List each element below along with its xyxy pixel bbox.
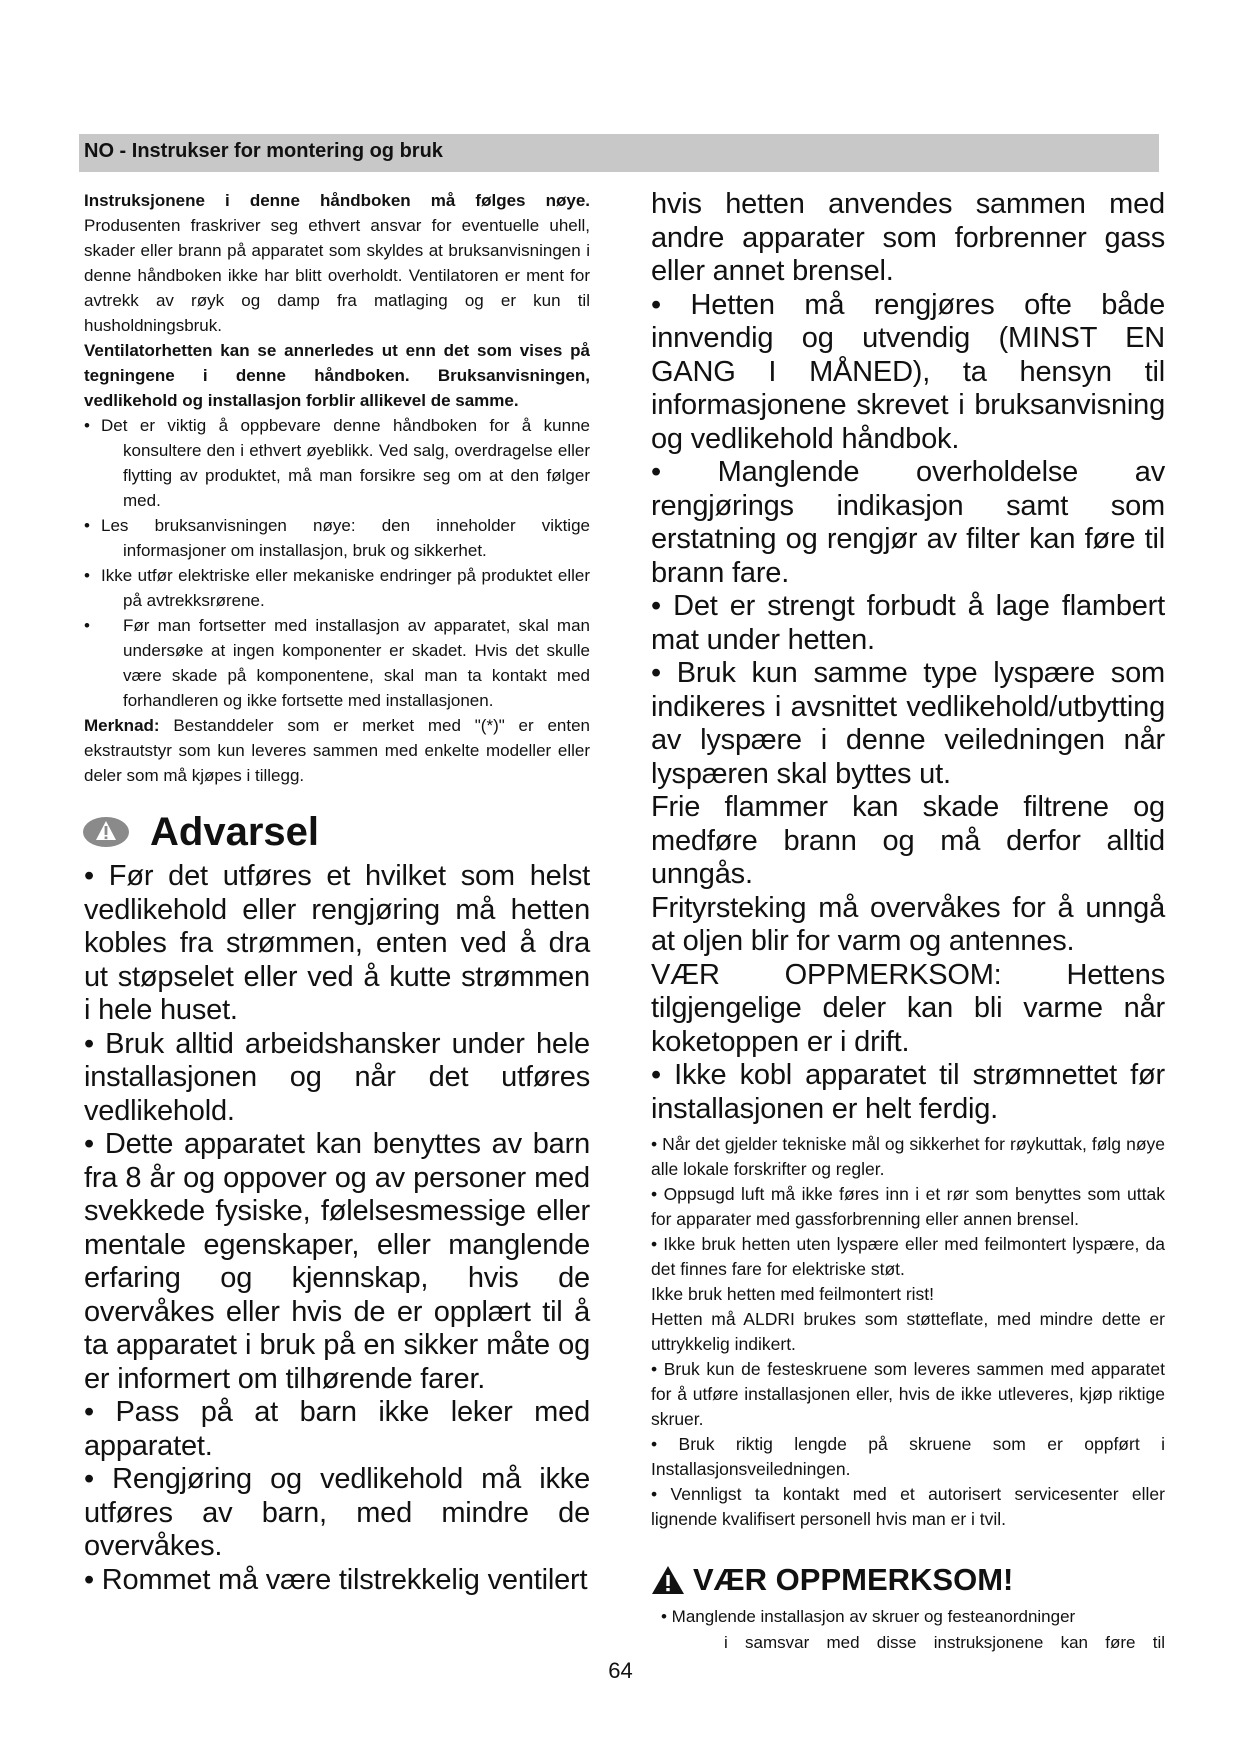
right-column bbox=[651, 188, 1165, 1656]
attention-title: VÆR OPPMERKSOM! bbox=[693, 1562, 1014, 1597]
warning-paragraph: • Dette apparatet kan benyttes av barn fra 8 år og oppover og av personer med svekkede fysiske, følelsesmessige eller mentale egenskaper, eller manglende erfaring og kjennskap, hvis de overvåkes eller hvis de er opplært til å ta apparatet i bruk på en sikker måte og er informert om tilhørende farer. bbox=[84, 1128, 590, 1395]
left-column bbox=[84, 188, 590, 1597]
instruction-list bbox=[84, 413, 590, 713]
bullet-icon: • bbox=[84, 516, 90, 535]
warning-paragraph: • Ikke kobl apparatet til strømnettet før installasjonen er helt ferdig. bbox=[651, 1059, 1165, 1125]
attention-list bbox=[651, 1604, 1165, 1656]
note-label: Merknad: bbox=[84, 716, 160, 735]
safety-paragraph: • Bruk kun de festeskruene som leveres sammen med apparatet for å utføre installasjonen eller, hvis de ikke utleveres, kjøp riktige skruer. bbox=[651, 1359, 1165, 1429]
safety-paragraph: Ikke bruk hetten med feilmontert rist! bbox=[651, 1284, 935, 1304]
list-item: • Før man fortsetter med installasjon av apparatet, skal man undersøke at ingen komponenter er skadet. Hvis det skulle være skade på komponentene, skal man ta kontakt med forhandleren og ikke fortsette med installasjonen. bbox=[84, 613, 590, 713]
safety-paragraph: • Ikke bruk hetten uten lyspære eller med feilmontert lyspære, da det finnes fare for elektriske støt. bbox=[651, 1234, 1165, 1279]
warning-paragraph: • Bruk alltid arbeidshansker under hele installasjonen og når det utføres vedlikehold. bbox=[84, 1027, 590, 1127]
warning-paragraph: VÆR OPPMERKSOM: Hettens tilgjengelige deler kan bli varme når koketoppen er i drift. bbox=[651, 958, 1165, 1058]
warning-icon bbox=[82, 816, 130, 848]
warning-paragraph: • Hetten må rengjøres ofte både innvendig og utvendig (MINST EN GANG I MÅNED), ta hensyn til informasjonene skrevet i bruksanvisning og vedlikehold håndbok. bbox=[651, 288, 1165, 455]
list-item: • Det er viktig å oppbevare denne håndboken for å kunne konsultere den i ethvert øyeblikk. Ved salg, overdragelse eller flytting av produktet, må man forsikre seg om at den følger med. bbox=[84, 413, 590, 513]
note bbox=[84, 713, 590, 788]
section-header bbox=[79, 134, 1159, 172]
bullet-icon: • bbox=[84, 566, 90, 585]
warning-heading bbox=[84, 806, 590, 858]
warning-paragraph: • Før det utføres et hvilket som helst vedlikehold eller rengjøring må hetten kobles fra strømmen, enten ved å dra ut støpselet eller ved å kutte strømmen i hele huset. bbox=[84, 860, 590, 1026]
warning-paragraph: • Pass på at barn ikke leker med apparatet. bbox=[84, 1396, 590, 1462]
warning-paragraph: • Rengjøring og vedlikehold må ikke utføres av barn, med mindre de overvåkes. bbox=[84, 1463, 590, 1562]
warning-paragraph: • Rommet må være tilstrekkelig ventilert bbox=[84, 1563, 588, 1596]
safety-paragraph: • Når det gjelder tekniske mål og sikkerhet for røykuttak, følg nøye alle lokale forskrifter og regler. bbox=[651, 1134, 1165, 1179]
page-number: 64 bbox=[608, 1658, 633, 1683]
warning-paragraph: • Bruk kun samme type lyspære som indikeres i avsnittet vedlikehold/utbytting av lyspære i denne veiledningen når lyspæren skal byttes ut. bbox=[651, 657, 1165, 790]
attention-line: i samsvar med disse instruksjonene kan føre til bbox=[724, 1633, 1165, 1652]
bullet-icon: • bbox=[84, 416, 90, 435]
attention-line: • Manglende installasjon av skruer og festeanordninger bbox=[661, 1607, 1076, 1626]
warning-title: Advarsel bbox=[150, 809, 319, 854]
warning-paragraph: • Manglende overholdelse av rengjørings indikasjon samt som erstatning og rengjør av filter kan føre til brann fare. bbox=[651, 456, 1165, 589]
list-item: • Ikke utfør elektriske eller mekaniske endringer på produktet eller på avtrekksrørene. bbox=[84, 563, 590, 613]
list-item: • Les bruksanvisningen nøye: den inneholder viktige informasjoner om installasjon, bruk og sikkerhet. bbox=[84, 513, 590, 563]
warning-paragraph: Frityrsteking må overvåkes for å unngå at oljen blir for varm og antennes. bbox=[651, 891, 1165, 957]
warning-triangle-icon bbox=[651, 1565, 685, 1595]
safety-paragraph: • Bruk riktig lengde på skruene som er oppført i Installasjonsveiledningen. bbox=[651, 1434, 1165, 1479]
safety-paragraph: Hetten må ALDRI brukes som støtteflate, med mindre dette er uttrykkelig indikert. bbox=[651, 1309, 1165, 1354]
attention-heading bbox=[651, 1560, 1165, 1600]
intro-bold-2: Ventilatorhetten kan se annerledes ut enn det som vises på tegningene i denne håndboken. Bruksanvisningen, vedlikehold og installasjon forblir allikevel de samme. bbox=[84, 341, 590, 410]
intro-text: Produsenten fraskriver seg ethvert ansvar for eventuelle uhell, skader eller brann på apparatet som skyldes at bruksanvisningen i denne håndboken ikke har blitt overholdt. Ventilatoren er ment for avtrekk av røyk og damp fra matlaging og er kun til husholdningsbruk. bbox=[84, 216, 590, 335]
section-title: NO - Instrukser for montering og bruk bbox=[84, 140, 443, 162]
intro-bold: Instruksjonene i denne håndboken må følges nøye. bbox=[84, 191, 590, 210]
safety-paragraph: • Vennligst ta kontakt med et autorisert servicesenter eller lignende kvalifisert personell hvis man er i tvil. bbox=[651, 1484, 1165, 1529]
warning-paragraph: • Det er strengt forbudt å lage flambert mat under hetten. bbox=[651, 590, 1165, 656]
safety-paragraph: • Oppsugd luft må ikke føres inn i et rør som benyttes som uttak for apparater med gassforbrenning eller annen brensel. bbox=[651, 1184, 1165, 1229]
warning-paragraph: Frie flammer kan skade filtrene og medføre brann og må derfor alltid unngås. bbox=[651, 791, 1165, 890]
bullet-icon: • bbox=[84, 616, 90, 635]
note-text: Bestanddeler som er merket med "(*)" er enten ekstrautstyr som kun leveres sammen med enkelte modeller eller deler som må kjøpes i tillegg. bbox=[84, 716, 590, 785]
warning-paragraph: hvis hetten anvendes sammen med andre apparater som forbrenner gass eller annet brensel. bbox=[651, 188, 1165, 287]
